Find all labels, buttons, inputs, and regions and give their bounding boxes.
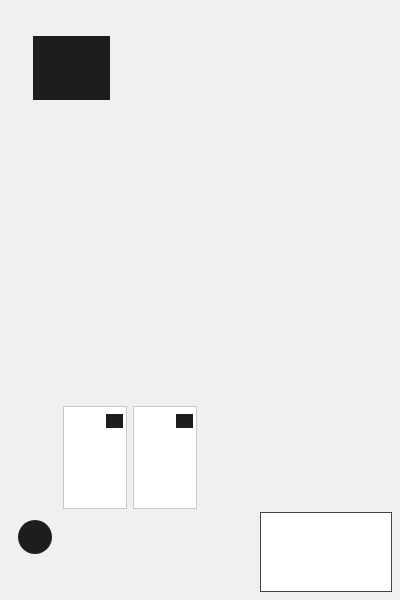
book-description [60, 124, 378, 132]
series-book-spine [63, 406, 127, 509]
book-stripes [134, 407, 196, 410]
isbn-barcode [260, 512, 392, 592]
book-stripes [64, 407, 126, 410]
book-number-badge [176, 414, 193, 428]
crc-logo [18, 520, 52, 554]
color-stripes [0, 0, 110, 36]
series-book-trauma [133, 406, 197, 509]
book-cover-image [64, 468, 126, 508]
number-badge [33, 36, 110, 100]
book-cover-image [134, 468, 196, 508]
book-number-badge [106, 414, 123, 428]
barcode-bars [265, 527, 389, 582]
